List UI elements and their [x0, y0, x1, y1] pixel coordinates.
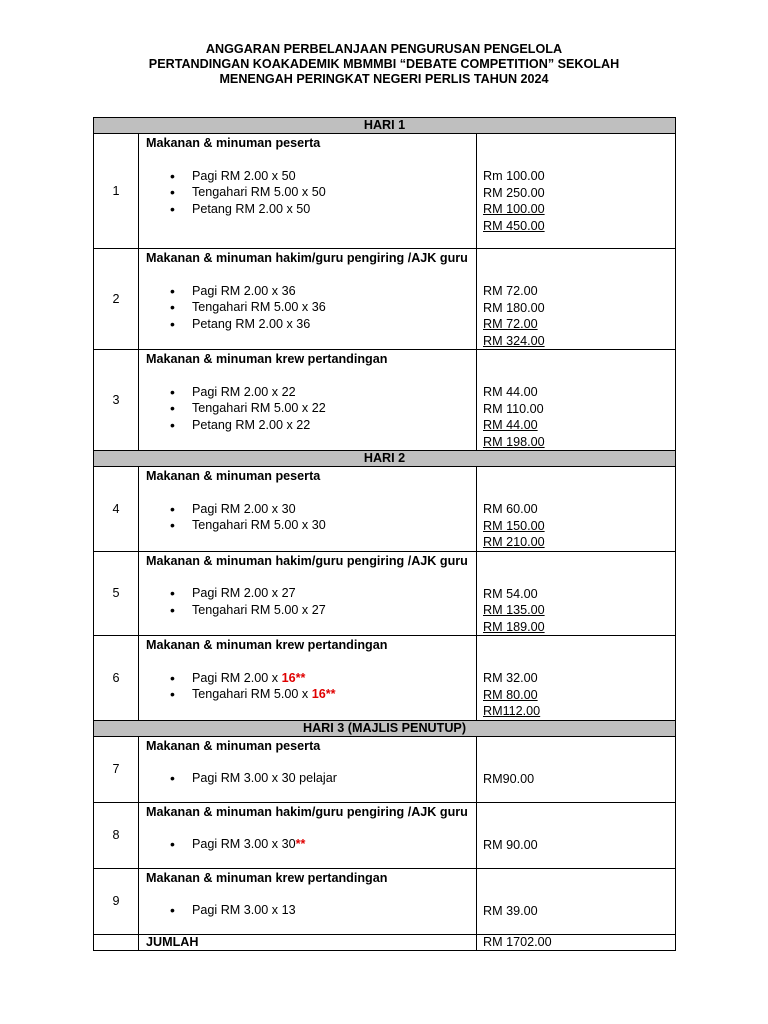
row-number: 8 — [94, 802, 139, 868]
item-text: Tengahari RM 5.00 x 27 — [192, 602, 326, 617]
amount-value: RM 250.00 — [483, 185, 545, 200]
amount-value: RM112.00 — [483, 704, 541, 718]
amount-cell — [477, 868, 676, 934]
highlight-note: 16** — [311, 687, 336, 701]
amount-cell — [477, 249, 676, 350]
category-label: Makanan & minuman krew pertandingan — [146, 870, 388, 885]
table-row — [94, 802, 676, 868]
table-row — [94, 551, 676, 636]
title-line-3: MENENGAH PERINGKAT NEGERI PERLIS TAHUN 2024 — [219, 72, 549, 86]
title-line-2: PERTANDINGAN KOAKADEMIK MBMMBI “DEBATE COMPETITION” SEKOLAH — [148, 57, 620, 71]
total-label: JUMLAH — [139, 934, 477, 950]
item-text: Tengahari RM 5.00 x — [192, 687, 312, 701]
list-item — [170, 686, 470, 703]
row-number: 5 — [94, 551, 139, 636]
description-cell — [139, 249, 477, 350]
table-row — [94, 868, 676, 934]
amount-value: RM 72.00 — [483, 284, 538, 298]
item-text: Tengahari RM 5.00 x 30 — [192, 518, 326, 532]
item-text: Petang RM 2.00 x 36 — [192, 316, 311, 331]
description-cell — [139, 736, 477, 802]
description-cell — [139, 467, 477, 552]
list-item — [170, 316, 470, 333]
amount-cell — [477, 134, 676, 249]
list-item — [170, 770, 470, 787]
item-list — [146, 902, 470, 919]
list-item — [170, 602, 470, 619]
title-line-1: ANGGARAN PERBELANJAAN PENGURUSAN PENGELOLA — [205, 42, 563, 56]
description-cell — [139, 350, 477, 451]
amount-value: RM 54.00 — [483, 586, 538, 601]
row-number: 9 — [94, 868, 139, 934]
amount-value: RM 39.00 — [483, 903, 538, 918]
item-list — [146, 168, 470, 218]
item-text: Pagi RM 3.00 x 13 — [192, 903, 296, 917]
amount-value: RM 60.00 — [483, 502, 538, 516]
category-label: Makanan & minuman peserta — [146, 469, 321, 483]
description-cell — [139, 636, 477, 721]
list-item — [170, 902, 470, 919]
amount-cell — [477, 802, 676, 868]
list-item — [170, 836, 470, 853]
amount-cell — [477, 551, 676, 636]
amount-value: RM 80.00 — [483, 687, 538, 702]
item-text: Pagi RM 3.00 x 30 — [192, 837, 296, 851]
list-item — [170, 585, 470, 602]
item-text: Tengahari RM 5.00 x 22 — [192, 401, 326, 415]
list-item — [170, 501, 470, 518]
total-empty-cell — [94, 934, 139, 950]
row-number: 7 — [94, 736, 139, 802]
day-header-row — [94, 451, 676, 467]
item-list — [146, 670, 470, 703]
item-text: Pagi RM 2.00 x 22 — [192, 384, 296, 399]
amount-value: RM 100.00 — [483, 202, 545, 216]
amount-value: RM 210.00 — [483, 535, 545, 549]
amount-value: RM90.00 — [483, 771, 535, 786]
day-header: HARI 1 — [94, 118, 676, 134]
table-row — [94, 736, 676, 802]
list-item — [170, 283, 470, 300]
highlight-note: 16** — [281, 670, 306, 685]
amount-cell — [477, 736, 676, 802]
description-cell — [139, 802, 477, 868]
day-header: HARI 2 — [94, 451, 676, 467]
total-row — [94, 934, 676, 950]
amount-value: RM 189.00 — [483, 619, 545, 634]
row-number: 3 — [94, 350, 139, 451]
item-list — [146, 384, 470, 434]
amount-value: RM 72.00 — [483, 317, 538, 331]
budget-table — [93, 117, 676, 951]
category-label: Makanan & minuman krew pertandingan — [146, 352, 388, 366]
amount-value: RM 180.00 — [483, 300, 545, 315]
table-row — [94, 467, 676, 552]
description-cell — [139, 134, 477, 249]
amount-value: RM 150.00 — [483, 518, 545, 533]
item-text: Petang RM 2.00 x 50 — [192, 201, 311, 216]
highlight-note: ** — [295, 837, 306, 851]
list-item — [170, 384, 470, 401]
description-cell — [139, 551, 477, 636]
amount-value: Rm 100.00 — [483, 169, 545, 183]
item-list — [146, 585, 470, 618]
amount-cell — [477, 636, 676, 721]
item-list — [146, 501, 470, 534]
amount-value: RM 32.00 — [483, 671, 538, 685]
list-item — [170, 184, 470, 201]
list-item — [170, 168, 470, 185]
amount-value: RM 450.00 — [483, 218, 545, 233]
list-item — [170, 400, 470, 417]
amount-value: RM 90.00 — [483, 837, 538, 852]
amount-value: RM 135.00 — [483, 603, 545, 617]
table-row — [94, 350, 676, 451]
category-label: Makanan & minuman hakim/guru pengiring /AJK guru — [146, 553, 468, 568]
item-text: Pagi RM 2.00 x 36 — [192, 283, 296, 298]
row-number: 6 — [94, 636, 139, 721]
list-item — [170, 417, 470, 434]
amount-cell — [477, 350, 676, 451]
row-number: 2 — [94, 249, 139, 350]
row-number: 1 — [94, 134, 139, 249]
table-row — [94, 134, 676, 249]
item-text: Tengahari RM 5.00 x 50 — [192, 185, 326, 199]
list-item — [170, 670, 470, 687]
list-item — [170, 299, 470, 316]
list-item — [170, 517, 470, 534]
day-header: HARI 3 (MAJLIS PENUTUP) — [94, 720, 676, 736]
category-label: Makanan & minuman krew pertandingan — [146, 638, 388, 652]
total-value: RM 1702.00 — [477, 934, 676, 950]
item-text: Pagi RM 2.00 x — [192, 670, 282, 685]
category-label: Makanan & minuman hakim/guru pengiring /AJK guru — [146, 804, 468, 819]
item-text: Pagi RM 2.00 x 50 — [192, 168, 296, 183]
amount-cell — [477, 467, 676, 552]
amount-value: RM 110.00 — [483, 401, 544, 416]
amount-value: RM 198.00 — [483, 434, 545, 449]
document-title — [0, 42, 768, 87]
amount-value: RM 44.00 — [483, 418, 538, 432]
day-header-row — [94, 720, 676, 736]
category-label: Makanan & minuman peserta — [146, 136, 321, 150]
item-list — [146, 283, 470, 333]
table-row — [94, 249, 676, 350]
item-text: Pagi RM 2.00 x 30 — [192, 501, 296, 516]
day-header-row — [94, 118, 676, 134]
category-label: Makanan & minuman hakim/guru pengiring /AJK guru — [146, 251, 468, 265]
category-label: Makanan & minuman peserta — [146, 738, 321, 753]
amount-value: RM 324.00 — [483, 333, 545, 348]
item-text: Tengahari RM 5.00 x 36 — [192, 300, 326, 314]
budget-table-body — [94, 118, 676, 951]
row-number: 4 — [94, 467, 139, 552]
list-item — [170, 201, 470, 218]
item-list — [146, 836, 470, 853]
table-row — [94, 636, 676, 721]
description-cell — [139, 868, 477, 934]
item-text: Pagi RM 2.00 x 27 — [192, 586, 296, 600]
item-list — [146, 770, 470, 787]
item-text: Petang RM 2.00 x 22 — [192, 417, 311, 432]
item-text: Pagi RM 3.00 x 30 pelajar — [192, 771, 337, 785]
amount-value: RM 44.00 — [483, 385, 538, 399]
